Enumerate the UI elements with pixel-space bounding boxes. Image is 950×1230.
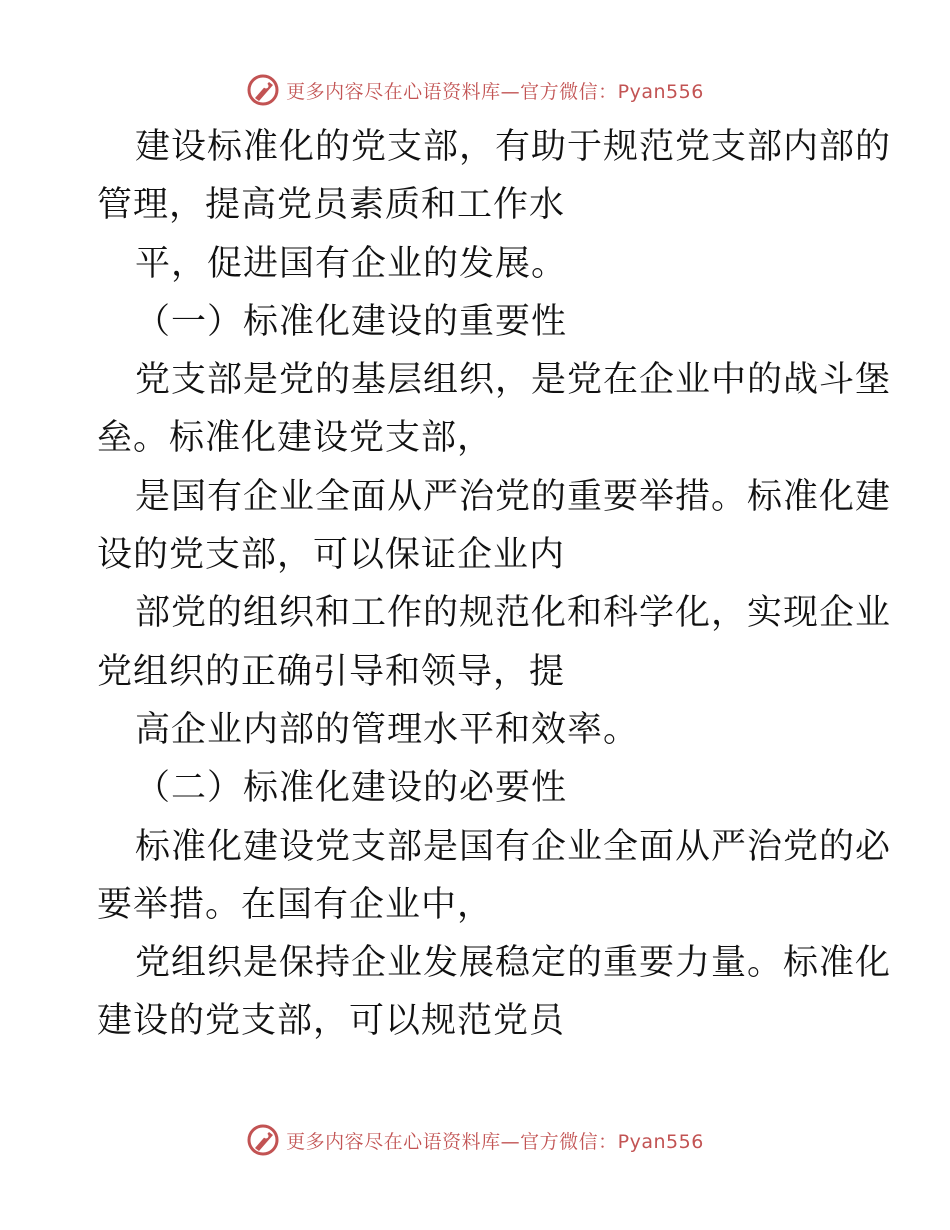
pen-circle-logo-icon: [246, 73, 280, 107]
paragraph-line: 设的党支部，可以保证企业内: [97, 535, 566, 576]
paragraph-line: 党组织是保持企业发展稳定的重要力量。标准化: [135, 943, 892, 984]
watermark-text: 更多内容尽在心语资料库—官方微信：Pyan556: [286, 80, 704, 103]
paragraph-line: 党组织的正确引导和领导，提: [97, 651, 566, 692]
paragraph-line: 管理，提高党员素质和工作水: [97, 185, 566, 226]
header-watermark: [0, 68, 950, 112]
watermark-text: 更多内容尽在心语资料库—官方微信：Pyan556: [286, 1130, 704, 1153]
paragraph-line: 垒。标准化建设党支部，: [97, 418, 494, 459]
paragraph-line: 建设的党支部，可以规范党员: [97, 1001, 566, 1042]
paragraph-line: 高企业内部的管理水平和效率。: [135, 709, 640, 750]
section-heading: （一）标准化建设的重要性: [135, 301, 568, 342]
document-body: [97, 118, 892, 1051]
paragraph-line: 平，促进国有企业的发展。: [135, 243, 568, 284]
section-heading: （二）标准化建设的必要性: [135, 768, 568, 809]
paragraph-line: 建设标准化的党支部，有助于规范党支部内部的: [135, 127, 892, 167]
footer-watermark: [0, 1118, 950, 1162]
pen-circle-logo-icon: [246, 1123, 280, 1157]
paragraph-line: 要举措。在国有企业中，: [97, 884, 494, 925]
paragraph-line: 标准化建设党支部是国有企业全面从严治党的必: [135, 826, 892, 867]
paragraph-line: 部党的组织和工作的规范化和科学化，实现企业: [135, 593, 892, 634]
paragraph-line: 是国有企业全面从严治党的重要举措。标准化建: [135, 476, 892, 517]
paragraph-line: 党支部是党的基层组织，是党在企业中的战斗堡: [135, 360, 892, 401]
